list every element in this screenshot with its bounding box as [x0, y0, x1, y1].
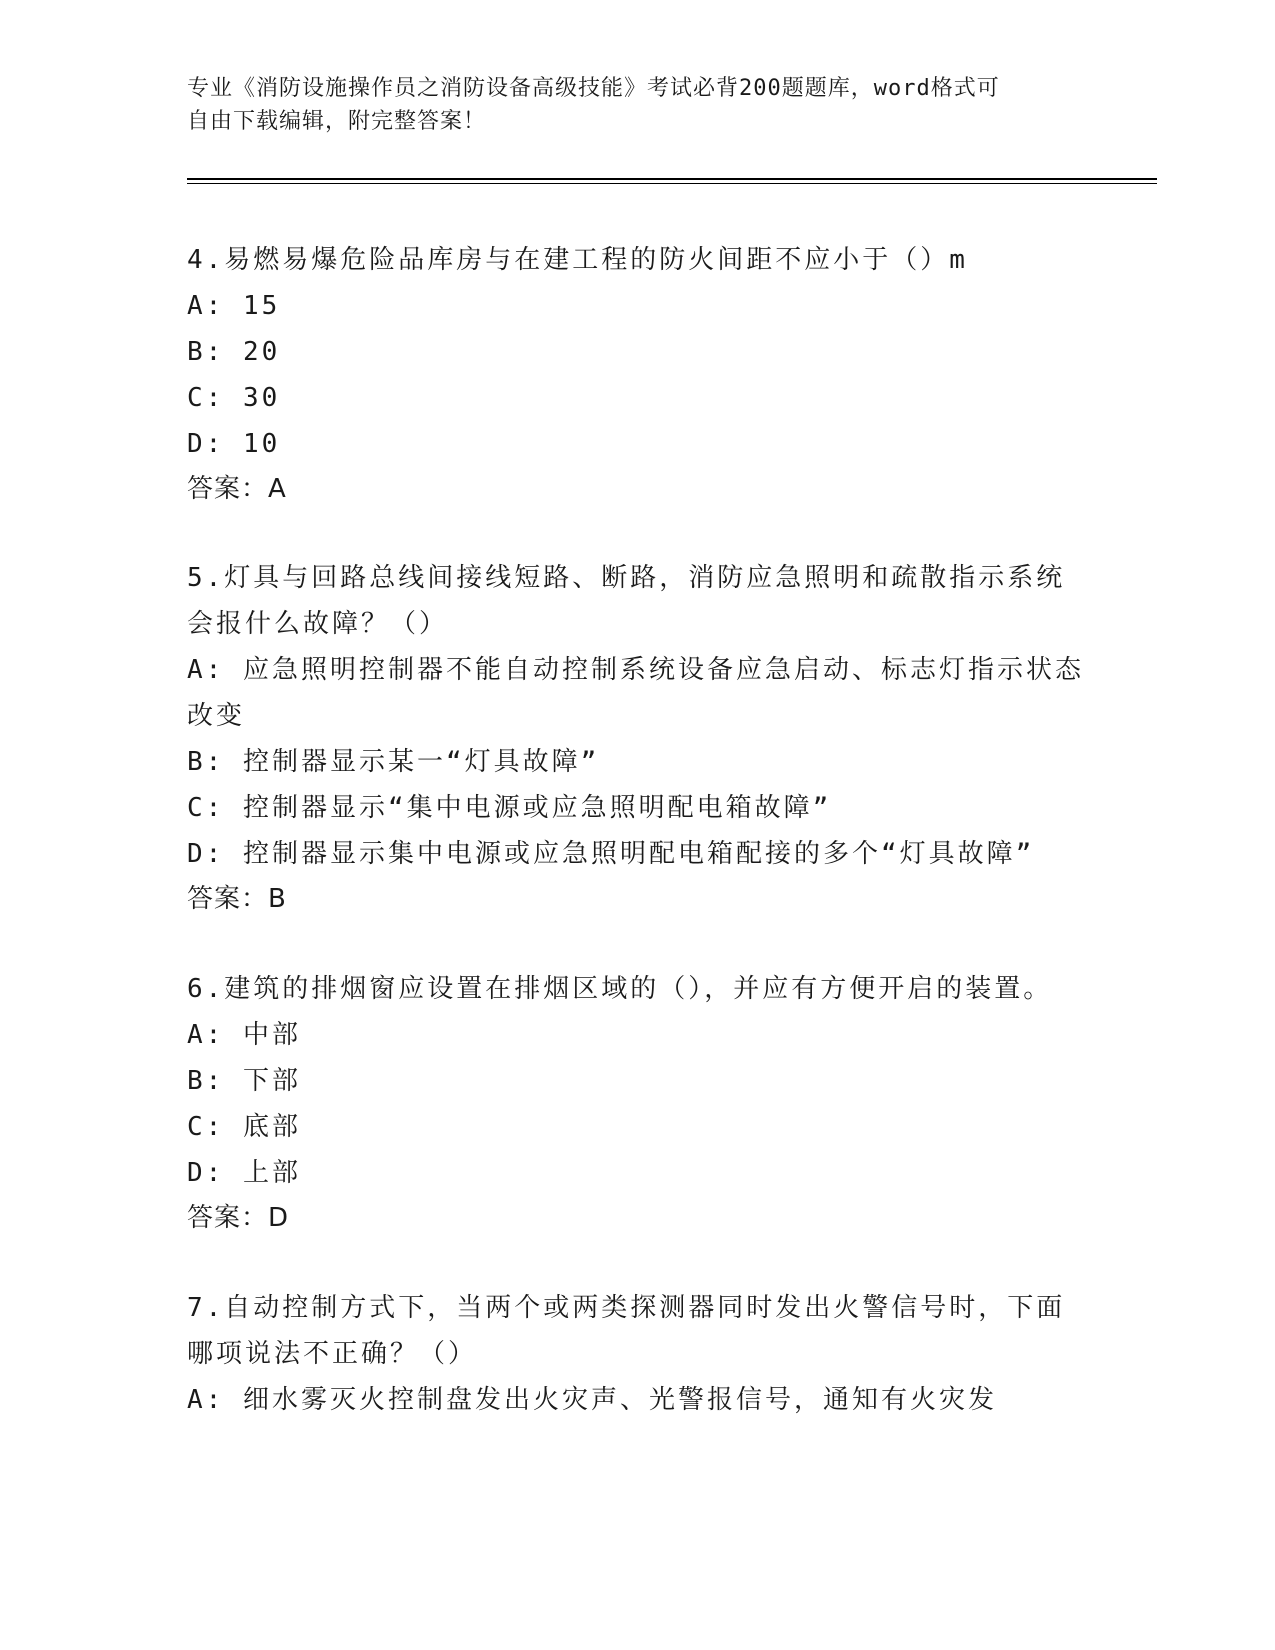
option-d: D: 10 [187, 429, 281, 459]
question-stem: 5.灯具与回路总线间接线短路、断路，消防应急照明和疏散指示系统 [187, 563, 1066, 593]
header-divider-thick [187, 178, 1157, 180]
header-line-1: 专业《消防设施操作员之消防设备高级技能》考试必背200题题库，word格式可 [187, 76, 1000, 101]
option-c: C: 30 [187, 383, 281, 413]
option-a: A: 15 [187, 291, 281, 321]
option-c: C: 控制器显示“集中电源或应急照明配电箱故障” [187, 793, 832, 823]
option-b: B: 20 [187, 337, 281, 367]
question-stem: 4.易燃易爆危险品库房与在建工程的防火间距不应小于（）m [187, 245, 968, 275]
question-stem-continued: 哪项说法不正确？（） [187, 1339, 478, 1369]
option-c: C: 底部 [187, 1112, 301, 1142]
option-b: B: 下部 [187, 1066, 301, 1096]
question-block [187, 1285, 1087, 1423]
option-a: A: 中部 [187, 1020, 301, 1050]
option-b: B: 控制器显示某一“灯具故障” [187, 747, 600, 777]
question-stem: 7.自动控制方式下，当两个或两类探测器同时发出火警信号时，下面 [187, 1293, 1066, 1323]
question-block [187, 237, 1087, 511]
answer-line: 答案：A [187, 474, 287, 504]
question-block [187, 966, 1087, 1240]
question-stem-continued: 会报什么故障？（） [187, 609, 449, 639]
option-d: D: 上部 [187, 1158, 301, 1188]
option-a: A: 应急照明控制器不能自动控制系统设备应急启动、标志灯指示状态 [187, 655, 1084, 685]
header-line-2: 自由下载编辑，附完整答案！ [187, 109, 487, 134]
question-block [187, 555, 1087, 921]
document-header [187, 72, 1067, 138]
header-divider-thin [187, 183, 1157, 184]
option-a-continued: 改变 [187, 701, 246, 731]
answer-line: 答案：D [187, 1203, 290, 1233]
answer-line: 答案：B [187, 884, 287, 914]
option-a: A: 细水雾灭火控制盘发出火灾声、光警报信号，通知有火灾发 [187, 1385, 997, 1415]
question-stem: 6.建筑的排烟窗应设置在排烟区域的（），并应有方便开启的装置。 [187, 974, 1053, 1004]
option-d: D: 控制器显示集中电源或应急照明配电箱配接的多个“灯具故障” [187, 839, 1035, 869]
